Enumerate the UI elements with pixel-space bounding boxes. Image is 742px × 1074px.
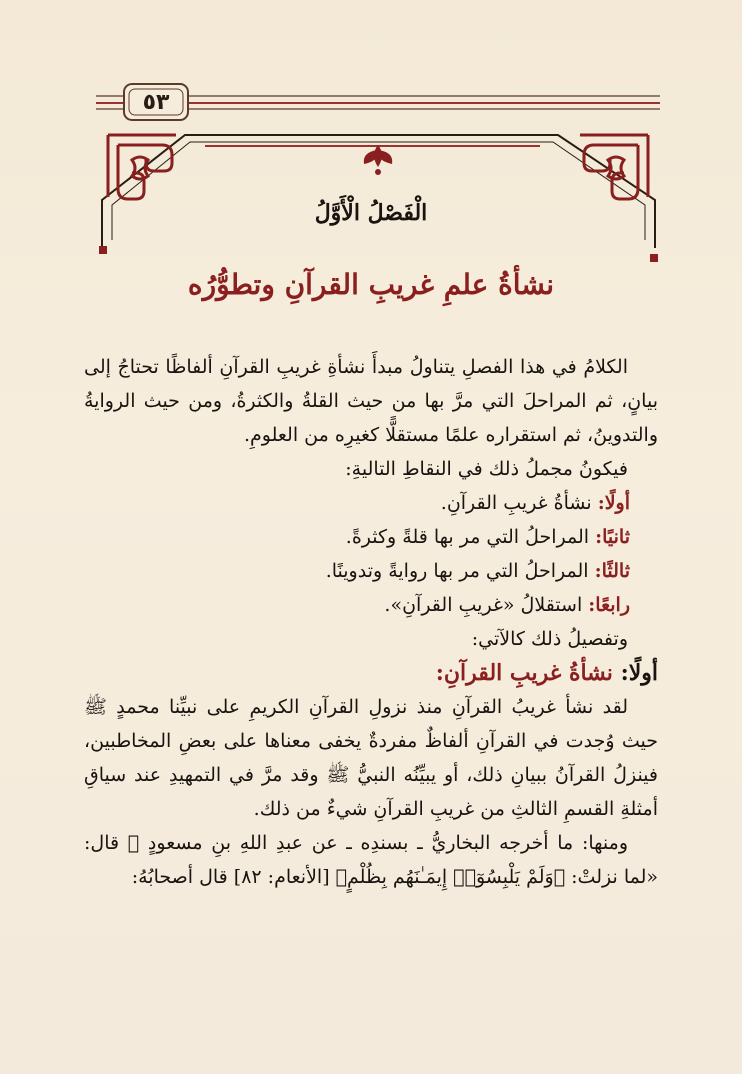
page-number: ٥٣	[142, 89, 170, 115]
point-text: استقلالُ «غريبِ القرآنِ».	[384, 594, 589, 616]
header-ornament	[0, 0, 742, 280]
chapter-label: الْفَصْلُ الْأَوَّلُ	[314, 200, 428, 226]
summary-line: فيكونُ مجملُ ذلك في النقاطِ التاليةِ:	[345, 458, 628, 480]
point-item	[84, 554, 658, 588]
point-number: ثانيًا:	[595, 526, 630, 548]
point-item	[84, 520, 658, 554]
point-number: أولًا:	[597, 492, 630, 514]
point-number: ثالثًا:	[594, 560, 630, 582]
point-item	[84, 486, 658, 520]
point-number: رابعًا:	[588, 594, 630, 616]
main-text	[84, 350, 658, 894]
section-heading	[84, 656, 658, 690]
point-text: نشأةُ غريبِ القرآنِ.	[440, 492, 598, 514]
detail-line: وتفصيلُ ذلك كالآتي:	[471, 628, 628, 650]
body-paragraph: ومنها: ما أخرجه البخاريُّ ـ بسندِه ـ عن عبدِ اللهِ بنِ مسعودٍ ﷺ قال: «لما نزلتْ: ﴿وَلَمْ يَلْبِسُوٓا۟ إِيمَـٰنَهُم بِظُلْمٍ﴾ [الأنعام: ٨٢] قال أصحابُهُ:	[84, 832, 658, 888]
section-title: نشأةُ غريبِ القرآنِ:	[435, 660, 621, 686]
body-paragraph: لقد نشأ غريبُ القرآنِ منذ نزولِ القرآنِ الكريمِ على نبيِّنا محمدٍ ﷺ حيث وُجدت في القرآنِ ألفاظٌ مفردةٌ يخفى معناها على بعضِ المخاطبين، فينزلُ القرآنُ ببيانِ ذلك، أو يبيِّنُه النبيُّ ﷺ وقد مرَّ في التمهيدِ عند سياقِ أمثلةِ القسمِ الثالثِ من غريبِ القرآنِ شيءٌ من ذلك.	[84, 696, 658, 820]
intro-paragraph: الكلامُ في هذا الفصلِ يتناولُ مبدأَ نشأةِ غريبِ القرآنِ ألفاظًا تحتاجُ إلى بيانٍ، ثم المراحلَ التي مرَّ بها من حيث القلةُ والكثرةُ، ومن حيث الروايةُ والتدوينُ، ثم استقراره علمًا مستقلًّا كغيرِه من العلومِ.	[84, 356, 658, 446]
chapter-title: نشأةُ علمِ غريبِ القرآنِ وتطوُّرُه	[187, 268, 555, 301]
section-number: أولًا:	[620, 660, 658, 686]
point-text: المراحلُ التي مر بها قلةً وكثرةً.	[345, 526, 596, 548]
point-text: المراحلُ التي مر بها روايةً وتدوينًا.	[325, 560, 595, 582]
point-item	[84, 588, 658, 622]
